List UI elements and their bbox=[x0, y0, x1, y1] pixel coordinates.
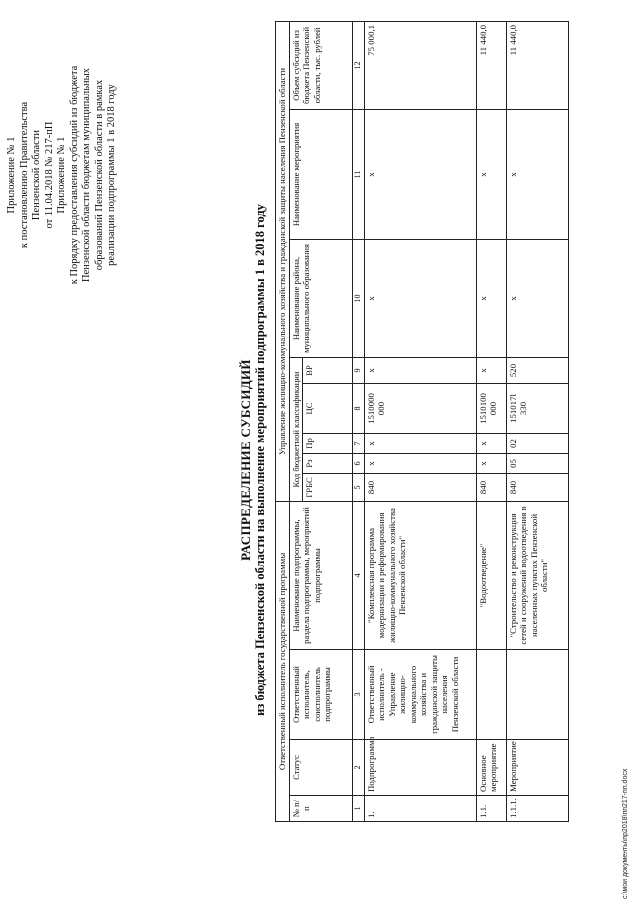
row-num: 1.1. bbox=[476, 796, 506, 822]
header-responsible: Ответственный исполнитель, соисполнитель подпрограммы bbox=[289, 650, 353, 740]
column-header-row bbox=[289, 21, 303, 821]
row-cs: 151017l 330 bbox=[506, 383, 568, 433]
row-rz: 05 bbox=[506, 453, 568, 473]
appendix2-line: реализации подпрограммы 1 в 2018 году bbox=[106, 84, 117, 266]
title-sub: из бюджета Пензенской области на выполнение мероприятий подпрограммы 1 в 2018 году bbox=[253, 204, 267, 716]
table-row bbox=[364, 21, 476, 821]
header-name: Наименование подпрограммы, раздела подпрограммы, мероприятий подпрограммы bbox=[289, 501, 353, 649]
subsidy-table bbox=[275, 21, 569, 822]
row-rz: х bbox=[476, 453, 506, 473]
row-district: х bbox=[476, 239, 506, 357]
table-row bbox=[506, 21, 568, 821]
header-num: № п/п bbox=[289, 796, 353, 822]
row-vr: х bbox=[364, 357, 476, 383]
column-number-row bbox=[353, 21, 365, 821]
header-measure: Наименование мероприятия bbox=[289, 109, 353, 239]
row-name: "Водоотведение" bbox=[476, 501, 506, 649]
row-status: Мероприятие bbox=[506, 740, 568, 796]
appendix-header-1 bbox=[6, 45, 56, 305]
col-number: 9 bbox=[353, 357, 365, 383]
col-number: 1 bbox=[353, 796, 365, 822]
row-status: Основное мероприятие bbox=[476, 740, 506, 796]
header-district: Наименование района, муниципального образования bbox=[289, 239, 353, 357]
document-title bbox=[238, 135, 268, 785]
col-number: 7 bbox=[353, 433, 365, 453]
header-volume: Объем субсидий из бюджета Пензенской области, тыс. рублей bbox=[289, 21, 353, 109]
col-number: 5 bbox=[353, 473, 365, 501]
row-pr: 02 bbox=[506, 433, 568, 453]
row-measure: х bbox=[476, 109, 506, 239]
appendix2-line: образований Пензенской области в рамках bbox=[93, 79, 105, 271]
row-district: х bbox=[364, 239, 476, 357]
row-volume: 11 440,0 bbox=[506, 21, 568, 109]
appendix1-line: Пензенской области bbox=[31, 129, 42, 221]
col-number: 2 bbox=[353, 740, 365, 796]
row-volume: 11 440,0 bbox=[476, 21, 506, 109]
row-cs: 1510000 000 bbox=[364, 383, 476, 433]
col-number: 12 bbox=[353, 21, 365, 109]
row-grbs: 840 bbox=[364, 473, 476, 501]
row-num: 1. bbox=[364, 796, 476, 822]
row-rz: х bbox=[364, 453, 476, 473]
appendix-header-2 bbox=[56, 15, 119, 335]
group-right-header: Управление жилищно-коммунального хозяйства и гражданской защиты населения Пензенской области bbox=[276, 21, 290, 501]
row-num: 1.1.1. bbox=[506, 796, 568, 822]
row-measure: х bbox=[364, 109, 476, 239]
appendix1-line: от 11.04.2018 № 217-пП bbox=[43, 121, 55, 229]
appendix2-line: к Порядку предоставления субсидий из бюджета bbox=[68, 65, 80, 285]
row-responsible bbox=[506, 650, 568, 740]
col-number: 10 bbox=[353, 239, 365, 357]
group-left-header: Ответственный исполнитель государственной программы bbox=[276, 501, 290, 821]
row-cs: 1510100 000 bbox=[476, 383, 506, 433]
title-main: РАСПРЕДЕЛЕНИЕ СУБСИДИЙ bbox=[238, 359, 253, 561]
row-district: х bbox=[506, 239, 568, 357]
row-grbs: 840 bbox=[506, 473, 568, 501]
col-number: 11 bbox=[353, 109, 365, 239]
row-vr: х bbox=[476, 357, 506, 383]
row-responsible bbox=[476, 650, 506, 740]
col-number: 6 bbox=[353, 453, 365, 473]
header-vr: ВР bbox=[303, 357, 353, 383]
row-name: "Комплексная программа модернизации и реформирования жилищно-коммунального хозяйства Пензенской области" bbox=[364, 501, 476, 649]
table-row bbox=[476, 21, 506, 821]
row-pr: х bbox=[364, 433, 476, 453]
row-measure: х bbox=[506, 109, 568, 239]
header-cs: ЦС bbox=[303, 383, 353, 433]
row-grbs: 840 bbox=[476, 473, 506, 501]
appendix2-line: Пензенской области бюджетам муниципальных bbox=[81, 68, 92, 282]
row-name: "Строительство и реконструкция сетей и сооружений водоотведения в населенных пунктах Пензенской области" bbox=[506, 501, 568, 649]
row-status: Подпрограмма bbox=[364, 740, 476, 796]
appendix1-title: Приложение № 1 bbox=[6, 136, 17, 214]
row-vr: 520 bbox=[506, 357, 568, 383]
row-pr: х bbox=[476, 433, 506, 453]
header-rz: Рз bbox=[303, 453, 353, 473]
header-grbs: ГРБС bbox=[303, 473, 353, 501]
appendix2-title: Приложение № 1 bbox=[56, 136, 67, 214]
header-code: Код бюджетной классификации bbox=[289, 357, 303, 501]
col-number: 4 bbox=[353, 501, 365, 649]
row-responsible: Ответственный исполнитель - Управление жилищно-коммунального хозяйства и гражданской защиты населения Пензенской области bbox=[364, 650, 476, 740]
row-volume: 75 000,1 bbox=[364, 21, 476, 109]
col-number: 3 bbox=[353, 650, 365, 740]
appendix1-line: к постановлению Правительства bbox=[18, 101, 30, 249]
header-status: Статус bbox=[289, 740, 353, 796]
col-number: 8 bbox=[353, 383, 365, 433]
group-header-row bbox=[276, 21, 290, 821]
header-pr: Пр bbox=[303, 433, 353, 453]
file-path-footer: c:\мои документы\пр2018\пп217-пп.docx bbox=[622, 768, 629, 899]
